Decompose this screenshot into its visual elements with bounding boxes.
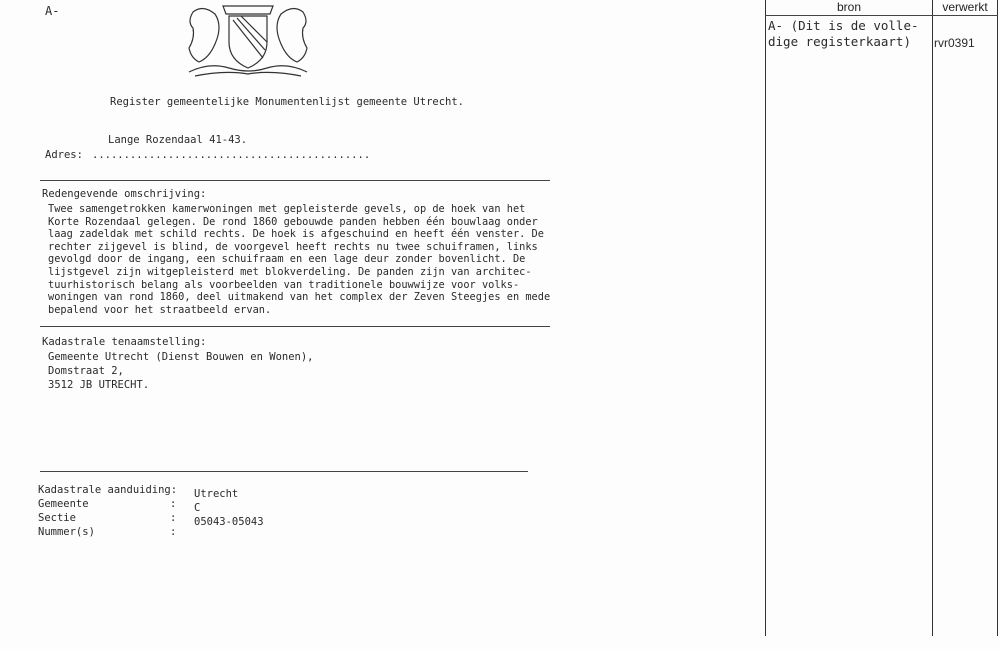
bron-line: dige registerkaart) xyxy=(768,34,911,49)
cadastral-heading: Kadastrale aanduiding: xyxy=(38,484,178,496)
description-line: Twee samengetrokken kamerwoningen met gepleisterde gevels, op de hoek van het xyxy=(48,203,526,215)
table-border xyxy=(997,0,998,636)
owner-heading: Kadastrale tenaamstelling: xyxy=(42,336,207,348)
cadastral-sep: : xyxy=(170,498,177,510)
description-line: laag zadeldak met schild rechts. De hoek is afgeschuind en heeft één venster. De xyxy=(48,228,544,241)
divider xyxy=(40,471,528,472)
cadastral-value: Utrecht xyxy=(194,488,239,500)
description-heading: Redengevende omschrijving: xyxy=(42,188,207,200)
owner-line: Domstraat 2, xyxy=(48,365,124,377)
cadastral-value: C xyxy=(194,502,201,514)
table-border xyxy=(932,0,933,636)
divider xyxy=(40,326,550,327)
cadastral-label: Sectie xyxy=(38,512,76,524)
address-label: Adres: xyxy=(45,149,83,161)
description-line: Korte Rozendaal gelegen. De rond 1860 gebouwde panden hebben één bouwlaag onder xyxy=(48,215,538,228)
cadastral-label: Gemeente xyxy=(38,498,89,510)
description-line: tuurhistorisch belang als voorbeelden van traditionele bouwwijze voor volks- xyxy=(48,278,520,291)
utrecht-coat-of-arms xyxy=(183,2,313,80)
description-body xyxy=(48,203,550,316)
corner-code: A- xyxy=(45,4,60,18)
description-line: gevolgd door de ingang, een schuifraam en een lage deur zonder bovenlicht. De xyxy=(48,253,526,266)
column-header-verwerkt: verwerkt xyxy=(942,0,988,14)
column-header-bron: bron xyxy=(836,0,862,14)
description-line: rechter zijgevel is blind, de voorgevel heeft rechts nu twee schuiframen, links xyxy=(48,240,538,253)
address-dots: ............................................ xyxy=(92,149,371,161)
verwerkt-value: rvr0391 xyxy=(934,36,975,50)
table-border xyxy=(765,0,766,636)
owner-line: Gemeente Utrecht (Dienst Bouwen en Wonen), xyxy=(48,351,314,363)
cadastral-sep: : xyxy=(170,512,177,524)
address-value: Lange Rozendaal 41-43. xyxy=(108,134,248,146)
cadastral-value: 05043-05043 xyxy=(194,516,264,528)
description-line: bepalend voor het straatbeeld ervan. xyxy=(48,303,272,316)
cadastral-label: Nummer(s) xyxy=(38,526,95,538)
table-border xyxy=(765,15,998,16)
divider xyxy=(40,180,550,181)
bron-line: A- (Dit is de volle- xyxy=(768,18,919,33)
owner-line: 3512 JB UTRECHT. xyxy=(48,379,150,391)
document-title: Register gemeentelijke Monumentenlijst gemeente Utrecht. xyxy=(110,96,465,108)
description-line: woningen van rond 1860, deel uitmakend van het complex der Zeven Steegjes en mede xyxy=(48,291,551,304)
cadastral-sep: : xyxy=(170,526,177,538)
description-line: lijstgevel zijn witgepleisterd met blokverdeling. De panden zijn van architec- xyxy=(48,265,532,278)
